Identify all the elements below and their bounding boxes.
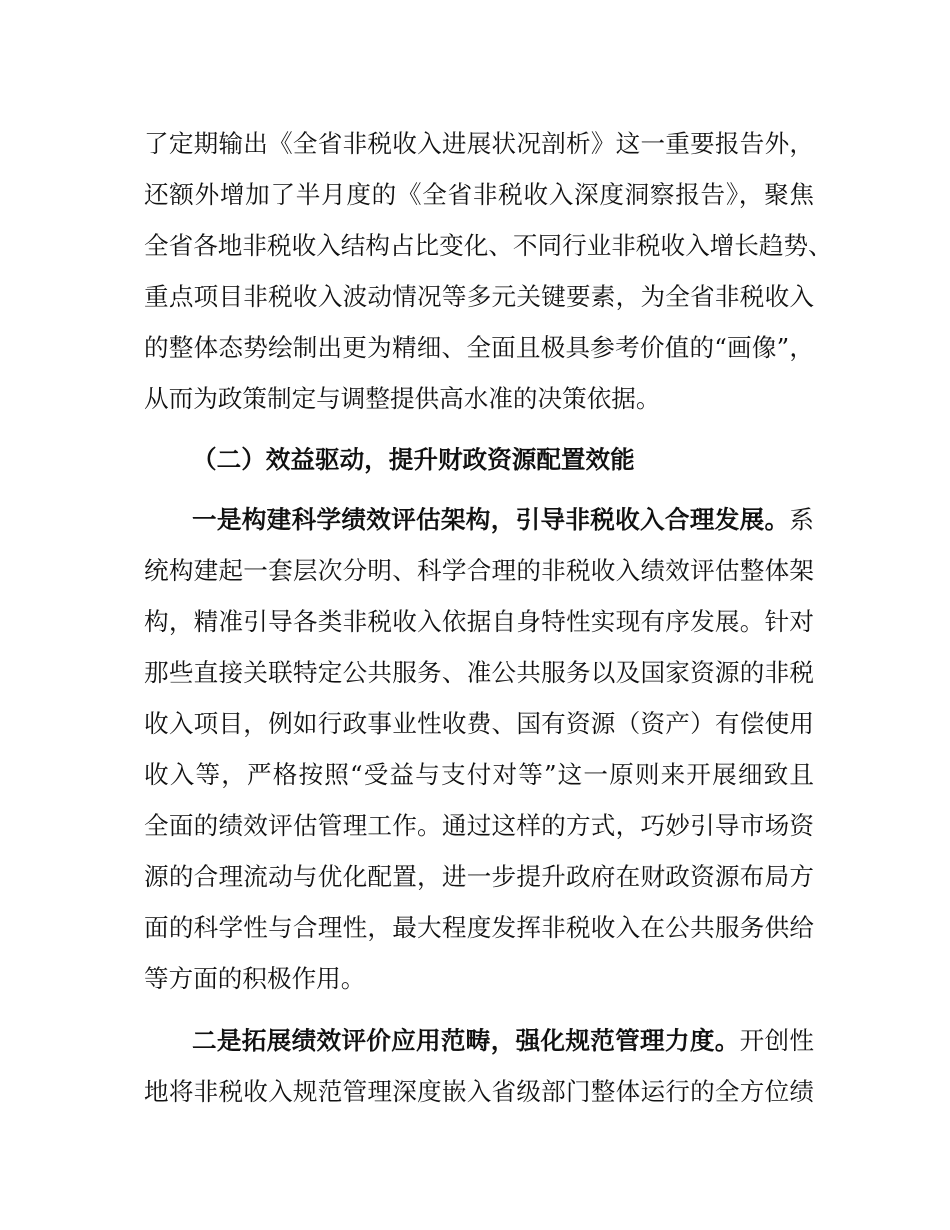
para2-first-line: [192, 1021, 814, 1061]
para1-line-8: 源的合理流动与优化配置，进一步提升政府在财政资源布局方: [144, 862, 814, 891]
para1-line-2: 统构建起一套层次分明、科学合理的非税收入绩效评估整体架: [144, 556, 814, 585]
para1-line-5: 收入项目，例如行政事业性收费、国有资源（资产）有偿使用: [144, 709, 814, 738]
para2-first-rest: 开创性: [739, 1026, 814, 1055]
intro-line-3: 全省各地非税收入结构占比变化、不同行业非税收入增长趋势、: [144, 231, 833, 260]
para1-line-9: 面的科学性与合理性，最大程度发挥非税收入在公共服务供给: [144, 913, 814, 942]
para2-line-2: 地将非税收入规范管理深度嵌入省级部门整体运行的全方位绩: [144, 1077, 814, 1106]
para1-line-10: 等方面的积极作用。: [144, 964, 366, 993]
intro-line-5: 的整体态势绘制出更为精细、全面且极具参考价值的“画像”，: [144, 333, 814, 362]
para1-first-rest: 系: [789, 505, 814, 534]
para1-first-line: [192, 500, 814, 540]
para1-line-7: 全面的绩效评估管理工作。通过这样的方式，巧妙引导市场资: [144, 811, 814, 840]
para2-lead: 二是拓展绩效评价应用范畴，强化规范管理力度。: [192, 1026, 740, 1055]
intro-line-6: 从而为政策制定与调整提供高水准的决策依据。: [144, 384, 661, 413]
para1-line-4: 那些直接关联特定公共服务、准公共服务以及国家资源的非税: [144, 658, 814, 687]
section-heading: （二）效益驱动，提升财政资源配置效能: [192, 445, 635, 474]
para1-lead: 一是构建科学绩效评估架构，引导非税收入合理发展。: [192, 505, 790, 534]
intro-line-1: 了定期输出《全省非税收入进展状况剖析》这一重要报告外，: [144, 129, 814, 158]
para1-line-6: 收入等，严格按照“受益与支付对等”这一原则来开展细致且: [144, 760, 814, 789]
intro-line-2: 还额外增加了半月度的《全省非税收入深度洞察报告》，聚焦: [144, 180, 814, 209]
para1-line-3: 构，精准引导各类非税收入依据自身特性实现有序发展。针对: [144, 607, 814, 636]
intro-line-4: 重点项目非税收入波动情况等多元关键要素，为全省非税收入: [144, 282, 814, 311]
